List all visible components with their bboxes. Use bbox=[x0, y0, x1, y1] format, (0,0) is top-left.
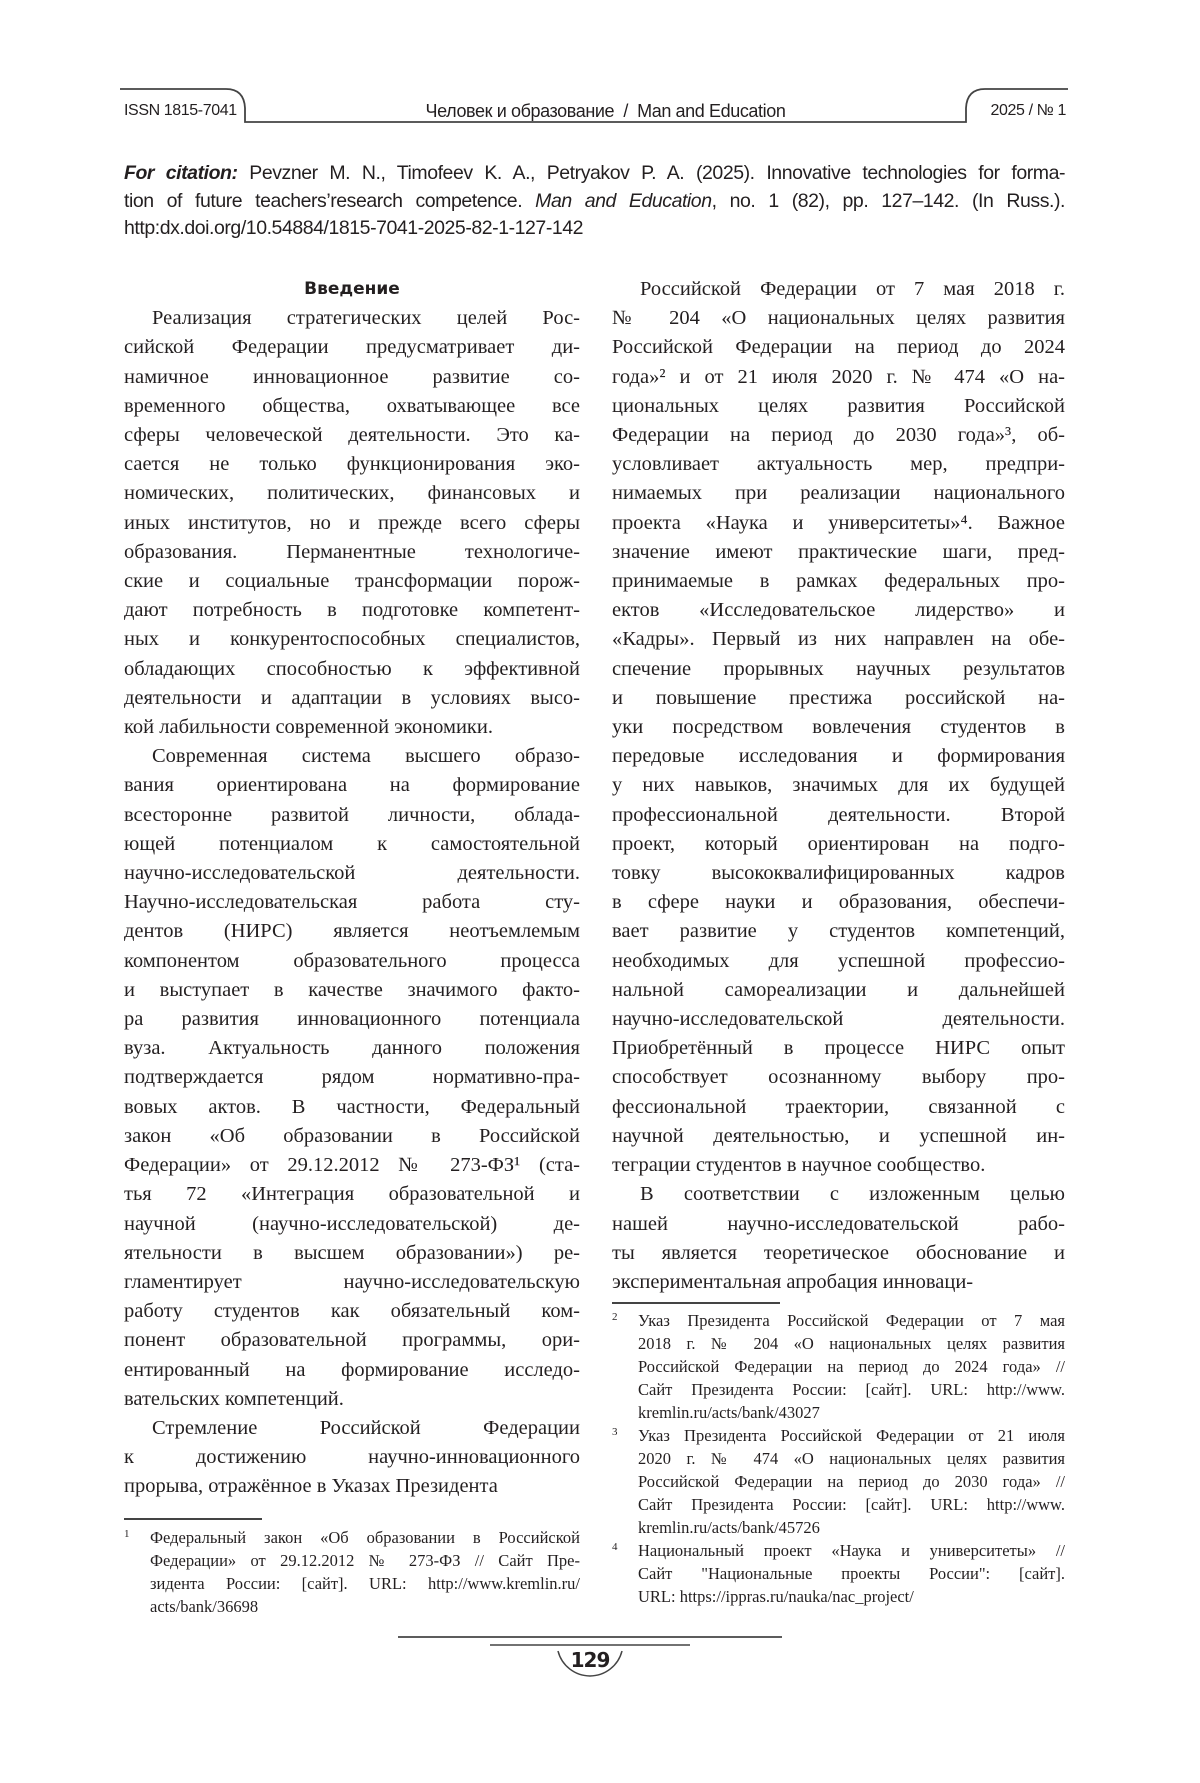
paragraph-line: Федерации» от 29.12.2012 № 273-ФЗ¹ (ста- bbox=[124, 1154, 580, 1177]
footnote-number: 4 bbox=[612, 1541, 618, 1553]
paragraph-line: деятельности и адаптации в условиях высо- bbox=[124, 686, 580, 709]
paragraph-line: «Кадры». Первый из них направлен на обе- bbox=[612, 628, 1065, 651]
paragraph-line: циональных целях развития Российской bbox=[612, 394, 1065, 417]
paragraph-line: Российской Федерации на период до 2024 bbox=[612, 336, 1065, 359]
right-footnotes bbox=[612, 1309, 1065, 1608]
paragraph-line: сается не только функционирования эко- bbox=[124, 453, 580, 476]
footnote bbox=[124, 1526, 580, 1618]
section-heading: Введение bbox=[304, 279, 400, 299]
paragraph-line: в сфере науки и образования, обеспечи- bbox=[612, 891, 1065, 914]
journal-title: Человек и образование / Man and Education bbox=[425, 101, 786, 121]
footnote-separator bbox=[124, 1518, 262, 1520]
footnote-line: Сайт Президента России: [сайт]. URL: http://www. bbox=[638, 1380, 1065, 1399]
footnote-line: Российской Федерации на период до 2030 года» // bbox=[638, 1472, 1065, 1491]
paragraph-line: дентов (НИРС) является неотъемлемым bbox=[124, 920, 580, 943]
paragraph-line: уки посредством вовлечения студентов в bbox=[612, 716, 1065, 739]
paragraph-line: иных институтов, но и прежде всего сферы bbox=[124, 511, 580, 534]
paragraph-line: номических, политических, финансовых и bbox=[124, 482, 580, 505]
paragraph-line: образования. Перманентные технологиче- bbox=[124, 540, 580, 563]
paragraph-line: товку высококвалифицированных кадров bbox=[612, 862, 1065, 885]
footnote-number: 1 bbox=[124, 1528, 130, 1540]
right-column bbox=[612, 275, 1065, 1297]
footnote-separator bbox=[612, 1302, 780, 1304]
paragraph-line: нашей научно-исследовательской рабо- bbox=[612, 1212, 1065, 1235]
paragraph-line: и выступает в качестве значимого факто- bbox=[124, 978, 580, 1001]
paragraph-line: проект, который ориентирован на подго- bbox=[612, 832, 1065, 855]
footnote-line: зидента России: [сайт]. URL: http://www.kremlin.ru/ bbox=[150, 1574, 580, 1593]
paragraph-line: № 204 «О национальных целях развития bbox=[612, 307, 1065, 330]
paragraph-line: профессиональной деятельности. Второй bbox=[612, 803, 1065, 826]
paragraph-line: ющей потенциалом к самостоятельной bbox=[124, 832, 580, 855]
issn: ISSN 1815-7041 bbox=[124, 102, 237, 119]
issue-number: 2025 / № 1 bbox=[990, 102, 1066, 119]
paragraph-line: теграции студентов в научное сообщество. bbox=[612, 1154, 986, 1177]
citation bbox=[124, 160, 1065, 243]
paragraph-line: работу студентов как обязательный ком- bbox=[124, 1300, 580, 1323]
paragraph-line: передовые исследования и формирования bbox=[612, 745, 1065, 768]
paragraph-line: обладающих способностью к эффективной bbox=[124, 657, 580, 680]
journal-name: Man and Education bbox=[535, 189, 712, 212]
paragraph-line: ектов «Исследовательское лидерство» и bbox=[612, 599, 1065, 622]
paragraph-line: понент образовательной программы, ори- bbox=[124, 1329, 580, 1352]
paragraph-line: научно-исследовательской деятельности. bbox=[612, 1008, 1065, 1031]
paragraph-line: Российской Федерации от 7 мая 2018 г. bbox=[640, 278, 1065, 300]
paragraph-line: всесторонне развитой личности, облада- bbox=[124, 803, 580, 826]
paragraph-line: необходимых для успешной профессио- bbox=[612, 949, 1065, 972]
paragraph-line: вательских компетенций. bbox=[124, 1387, 344, 1410]
paragraph-line: ра развития инновационного потенциала bbox=[124, 1008, 580, 1031]
footnote bbox=[612, 1539, 1065, 1608]
paragraph-line: вания ориентирована на формирование bbox=[124, 774, 580, 797]
paragraph-line: у них навыков, значимых для их будущей bbox=[612, 774, 1065, 797]
paragraph-line: научной (научно-исследовательской) де- bbox=[124, 1212, 580, 1235]
footnote bbox=[612, 1424, 1065, 1539]
paragraph-line: ных и конкурентоспособных специалистов, bbox=[124, 628, 580, 651]
page-number: 129 bbox=[570, 1648, 610, 1672]
footnote-line: 2018 г. № 204 «О национальных целях развития bbox=[638, 1334, 1065, 1353]
paragraph-line: научной деятельностью, и успешной ин- bbox=[612, 1124, 1065, 1147]
footnote-line: Сайт Президента России: [сайт]. URL: http://www. bbox=[638, 1495, 1065, 1514]
paragraph-line: нальной самореализации и дальнейшей bbox=[612, 978, 1065, 1001]
paragraph-line: спечение прорывных научных результатов bbox=[612, 657, 1065, 680]
paragraph-line: временного общества, охватывающее все bbox=[124, 394, 580, 417]
paragraph-line: сийской Федерации предусматривает ди- bbox=[124, 336, 580, 359]
paragraph-line: гламентирует научно-исследовательскую bbox=[124, 1270, 580, 1293]
paragraph-line: фессиональной траектории, связанной с bbox=[612, 1095, 1065, 1118]
paragraph-line: Приобретённый в процессе НИРС опыт bbox=[612, 1037, 1065, 1060]
paragraph-line: нимаемых при реализации национального bbox=[612, 482, 1065, 505]
paragraph-line: вает развитие у студентов компетенций, bbox=[612, 920, 1065, 943]
footnote-line: Указ Президента Российской Федерации от 21 июля bbox=[638, 1426, 1065, 1445]
paragraph-line: и повышение престижа российской на- bbox=[612, 686, 1065, 709]
footnote-line: acts/bank/36698 bbox=[150, 1597, 259, 1616]
paragraph-line: дают потребность в подготовке компетент- bbox=[124, 599, 580, 622]
footnote-line: Федеральный закон «Об образовании в Российской bbox=[150, 1528, 580, 1547]
citation-doi[interactable]: http:dx.doi.org/10.54884/1815-7041-2025-82-1-127-142 bbox=[124, 217, 584, 239]
paragraph-line: намичное инновационное развитие со- bbox=[124, 365, 580, 388]
paragraph-line: вуза. Актуальность данного положения bbox=[124, 1037, 580, 1060]
paragraph-line: ентированный на формирование исследо- bbox=[124, 1358, 580, 1381]
paragraph-line: ские и социальные трансформации порож- bbox=[124, 570, 580, 593]
citation-line: tion of future teachers’research competence. Man and Education, no. 1 (82), pp. 127–142. (In Russ.). bbox=[124, 189, 1066, 212]
footnote-line: Российской Федерации на период до 2024 года» // bbox=[638, 1357, 1065, 1376]
paragraph-line: В соответствии с изложенным целью bbox=[640, 1183, 1065, 1206]
paragraph-line: Реализация стратегических целей Рос- bbox=[152, 307, 580, 330]
paragraph-line: экспериментальная апробация инноваци- bbox=[612, 1270, 974, 1293]
footnote-number: 3 bbox=[612, 1426, 618, 1438]
left-column bbox=[124, 275, 580, 1502]
paragraph-line: сферы человеческой деятельности. Это ка- bbox=[124, 424, 580, 447]
paragraph-line: компонентом образовательного процесса bbox=[124, 949, 580, 972]
paragraph-line: ятельности в высшем образовании») ре- bbox=[124, 1241, 580, 1264]
paragraph-line: Современная система высшего образо- bbox=[152, 745, 580, 768]
citation-label: For citation: bbox=[124, 162, 238, 184]
footnote-line: URL: https://ippras.ru/nauka/nac_project/ bbox=[638, 1587, 914, 1606]
paragraph-line: закон «Об образовании в Российской bbox=[124, 1124, 580, 1147]
paragraph-line: принимаемые в рамках федеральных про- bbox=[612, 570, 1065, 593]
paragraph-line: проекта «Наука и университеты»⁴. Важное bbox=[612, 511, 1065, 534]
paragraph-line: Стремление Российской Федерации bbox=[152, 1416, 580, 1439]
left-footnotes bbox=[124, 1526, 580, 1618]
footnote-line: kremlin.ru/acts/bank/43027 bbox=[638, 1403, 820, 1422]
paragraph-line: способствует осознанному выбору про- bbox=[612, 1066, 1065, 1089]
paragraph-line: вовых актов. В частности, Федеральный bbox=[124, 1095, 580, 1118]
paragraph-line: подтверждается рядом нормативно-пра- bbox=[124, 1066, 580, 1089]
footnote-line: Указ Президента Российской Федерации от 7 мая bbox=[638, 1311, 1065, 1330]
citation-line: Pevzner M. N., Timofeev K. A., Petryakov P. A. (2025). Innovative technologies for forma- bbox=[249, 162, 1066, 184]
footnote-line: Национальный проект «Наука и университеты» // bbox=[638, 1541, 1065, 1560]
paragraph-line: научно-исследовательской деятельности. bbox=[124, 862, 580, 885]
paragraph-line: к достижению научно-инновационного bbox=[124, 1446, 580, 1469]
footnote-line: 2020 г. № 474 «О национальных целях развития bbox=[638, 1449, 1065, 1468]
paragraph-line: тья 72 «Интеграция образовательной и bbox=[124, 1183, 580, 1206]
footnote-number: 2 bbox=[612, 1311, 618, 1323]
paragraph-line: года»² и от 21 июля 2020 г. № 474 «О на- bbox=[612, 365, 1065, 388]
footnote-line: kremlin.ru/acts/bank/45726 bbox=[638, 1518, 820, 1537]
paragraph-line: прорыва, отражённое в Указах Президента bbox=[124, 1475, 498, 1498]
footnote-line: Сайт "Национальные проекты России": [сайт]. bbox=[638, 1564, 1065, 1583]
paragraph-line: Федерации на период до 2030 года»³, об- bbox=[612, 424, 1065, 447]
paragraph-line: Научно-исследовательская работа сту- bbox=[124, 891, 580, 914]
paragraph-line: условливает актуальность мер, предпри- bbox=[612, 453, 1065, 476]
footnote bbox=[612, 1309, 1065, 1424]
footnote-line: Федерации» от 29.12.2012 № 273-ФЗ // Сайт Пре- bbox=[150, 1551, 580, 1570]
paragraph-line: значение имеют практические шаги, пред- bbox=[612, 540, 1065, 563]
paragraph-line: ты является теоретическое обоснование и bbox=[612, 1241, 1065, 1264]
paragraph-line: кой лабильности современной экономики. bbox=[124, 716, 493, 739]
